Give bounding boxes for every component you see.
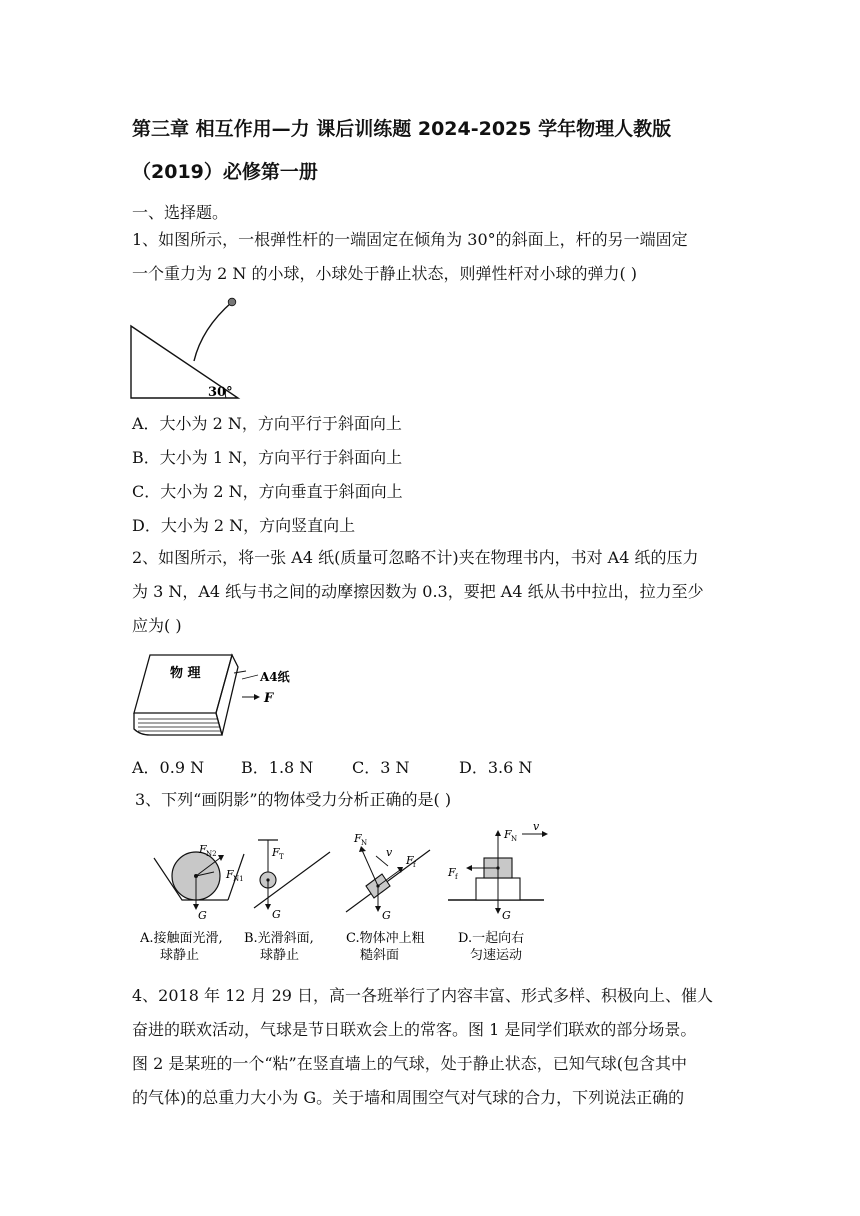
svg-text:N2: N2	[206, 850, 217, 858]
svg-text:F: F	[406, 854, 414, 867]
q3-caption-b2: 球静止	[260, 948, 300, 963]
svg-text:N1: N1	[233, 875, 244, 883]
document-title-line2: （2019）必修第一册	[132, 161, 318, 183]
q3-diagram-b	[254, 840, 330, 921]
q1-option-d: D．大小为 2 N，方向竖直向上	[132, 516, 356, 535]
q2-paper-label: A4纸	[260, 670, 290, 684]
svg-text:f: f	[413, 861, 416, 869]
q2-text-line1: 2、如图所示，将一张 A4 纸(质量可忽略不计)夹在物理书内，书对 A4 纸的压力	[132, 548, 699, 567]
q4-text-line4: 的气体)的总重力大小为 G。关于墙和周围空气对气球的合力，下列说法正确的	[132, 1088, 685, 1107]
svg-text:F: F	[448, 866, 456, 879]
q1-option-c: C．大小为 2 N，方向垂直于斜面向上	[132, 482, 403, 501]
q4-text-line3: 图 2 是某班的一个“粘”在竖直墙上的气球，处于静止状态，已知气球(包含其中	[132, 1054, 687, 1073]
svg-text:G: G	[502, 909, 511, 922]
q1-text-line1: 1、如图所示，一根弹性杆的一端固定在倾角为 30°的斜面上，杆的另一端固定	[132, 230, 688, 249]
svg-text:N: N	[361, 839, 368, 847]
svg-text:G: G	[382, 909, 391, 922]
q3-diagram-c	[346, 832, 430, 922]
q4-text-line1: 4、2018 年 12 月 29 日，高一各班举行了内容丰富、形式多样、积极向上、催人	[132, 986, 714, 1005]
section-heading: 一、选择题。	[132, 203, 229, 222]
svg-text:N: N	[511, 835, 518, 843]
q3-caption-a2: 球静止	[160, 948, 200, 963]
svg-text:F: F	[272, 846, 280, 859]
q3-text-line1: 3、下列“画阴影”的物体受力分析正确的是( )	[135, 790, 452, 809]
q3-diagram-d	[447, 820, 548, 922]
q1-option-b: B．大小为 1 N，方向平行于斜面向上	[132, 448, 403, 467]
svg-text:F: F	[354, 832, 362, 845]
document-title-line1: 第三章 相互作用—力 课后训练题 2024-2025 学年物理人教版	[132, 118, 672, 140]
q2-force-label: F	[264, 691, 274, 706]
q2-option-a: A．0.9 N	[132, 758, 205, 777]
svg-text:F: F	[199, 843, 207, 856]
q3-caption-c1: C.物体冲上粗	[346, 931, 425, 946]
q3-caption-d2: 匀速运动	[470, 948, 523, 963]
q2-figure-book-a4	[130, 651, 300, 739]
q3-caption-d1: D.一起向右	[458, 931, 525, 946]
q3-caption-b1: B.光滑斜面,	[244, 931, 314, 946]
q1-text-line2: 一个重力为 2 N 的小球，小球处于静止状态，则弹性杆对小球的弹力( )	[132, 264, 638, 283]
q3-caption-a1: A.接触面光滑,	[140, 931, 223, 946]
q1-figure-incline-rod-ball	[128, 296, 246, 402]
svg-text:G: G	[198, 909, 207, 922]
svg-text:v: v	[386, 846, 393, 859]
q2-option-b: B．1.8 N	[241, 758, 314, 777]
q1-angle-label: 30°	[208, 385, 233, 400]
q2-option-c: C．3 N	[352, 758, 410, 777]
q2-option-d: D．3.6 N	[459, 758, 533, 777]
q4-text-line2: 奋进的联欢活动，气球是节日联欢会上的常客。图 1 是同学们联欢的部分场景。	[132, 1020, 697, 1039]
svg-text:T: T	[279, 853, 284, 861]
svg-text:v: v	[533, 820, 540, 833]
q3-diagram-a	[154, 843, 244, 922]
q2-text-line2: 为 3 N，A4 纸与书之间的动摩擦因数为 0.3，要把 A4 纸从书中拉出，拉力至少	[132, 582, 704, 601]
svg-text:f: f	[455, 873, 458, 881]
q1-option-a: A．大小为 2 N，方向平行于斜面向上	[132, 414, 402, 433]
q2-text-line3: 应为( )	[132, 616, 182, 635]
svg-text:F: F	[226, 868, 234, 881]
q3-figure-force-diagrams	[140, 820, 550, 970]
svg-text:F: F	[504, 828, 512, 841]
svg-text:G: G	[272, 908, 281, 921]
q3-caption-c2: 糙斜面	[360, 948, 400, 963]
q2-book-label: 物 理	[170, 666, 201, 681]
